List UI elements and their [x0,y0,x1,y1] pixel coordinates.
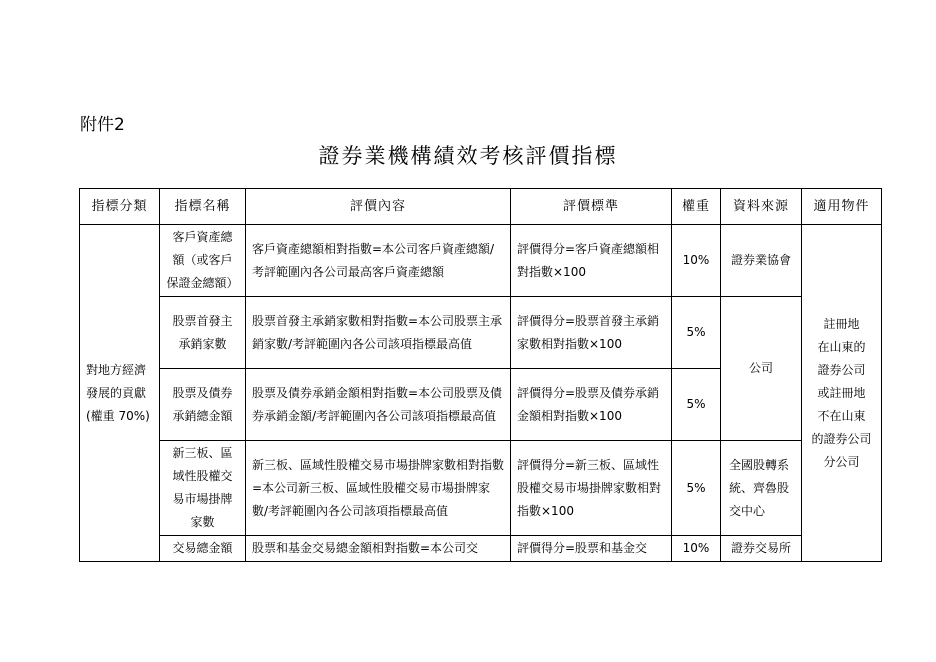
evaluation-content: 股票及債券承銷金額相對指數=本公司股票及債券承銷金額/考評範圍內各公司該項指標最高值 [246,369,511,441]
header-content: 評價內容 [246,189,511,225]
evaluation-standard: 評價得分=新三板、區域性股權交易市場掛牌家數相對指數×100 [511,441,672,536]
table-row [80,441,882,536]
indicator-name: 股票首發主 承銷家數 [160,297,246,369]
attachment-label: 附件2 [80,115,125,135]
evaluation-table [79,188,882,562]
evaluation-standard: 評價得分=股票首發主承銷家數相對指數×100 [511,297,672,369]
evaluation-content: 股票和基金交易總金額相對指數=本公司交 [246,536,511,562]
table-row [80,225,882,297]
category-cell: 對地方經濟 發展的貢獻 (權重 70%) [80,225,160,562]
source-cell: 公司 [721,297,802,441]
evaluation-standard: 評價得分=股票和基金交 [511,536,672,562]
header-source: 資料來源 [721,189,802,225]
evaluation-standard: 評價得分=股票及債券承銷金額相對指數×100 [511,369,672,441]
evaluation-content: 客戶資產總額相對指數=本公司客戶資產總額/考評範圍內各公司最高客戶資產總額 [246,225,511,297]
evaluation-content: 股票首發主承銷家數相對指數=本公司股票主承銷家數/考評範圍內各公司該項指標最高值 [246,297,511,369]
source-cell: 證券業協會 [721,225,802,297]
weight-cell: 5% [672,441,721,536]
header-applicable: 適用物件 [802,189,882,225]
weight-cell: 5% [672,369,721,441]
applicable-cell: 註冊地 在山東的 證券公司 或註冊地 不在山東 的證券公司 分公司 [802,225,882,562]
table-header-row [80,189,882,225]
header-category: 指標分類 [80,189,160,225]
indicator-name: 客戶資產總 額（或客戶 保證金總額） [160,225,246,297]
weight-cell: 10% [672,225,721,297]
weight-cell: 5% [672,297,721,369]
indicator-name: 交易總金額 [160,536,246,562]
header-standard: 評價標準 [511,189,672,225]
source-cell: 全國股轉系統、齊魯股交中心 [721,441,802,536]
indicator-name: 新三板、區 域性股權交 易市場掛牌 家數 [160,441,246,536]
table-row [80,536,882,562]
source-cell: 證券交易所 [721,536,802,562]
indicator-name: 股票及債券 承銷總金額 [160,369,246,441]
table-row [80,297,882,369]
evaluation-content: 新三板、區域性股權交易市場掛牌家數相對指數=本公司新三板、區域性股權交易市場掛牌家數/考評範圍內各公司該項指標最高值 [246,441,511,536]
header-indicator-name: 指標名稱 [160,189,246,225]
weight-cell: 10% [672,536,721,562]
document-title: 證券業機構績效考核評價指標 [318,144,618,168]
header-weight: 權重 [672,189,721,225]
evaluation-standard: 評價得分=客戶資產總額相對指數×100 [511,225,672,297]
